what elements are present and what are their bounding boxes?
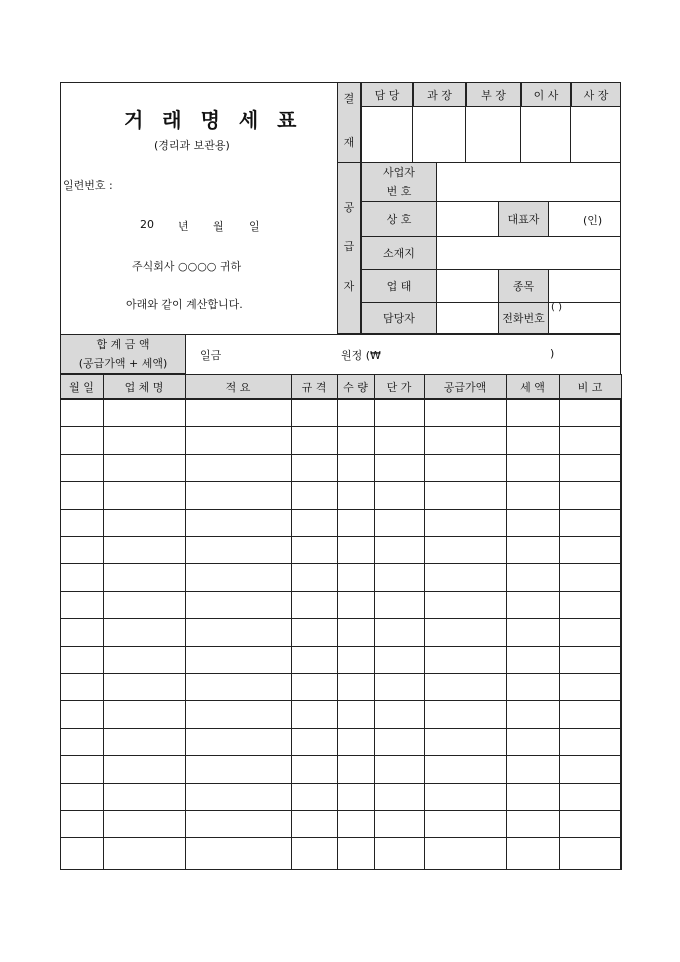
table-cell[interactable]: [291, 646, 338, 674]
table-cell[interactable]: [60, 728, 104, 756]
table-cell[interactable]: [337, 755, 375, 783]
phone-paren: ( ): [551, 302, 562, 313]
table-cell[interactable]: [60, 426, 104, 454]
table-cell[interactable]: [424, 673, 507, 701]
column-header: 규 격: [301, 380, 327, 394]
table-cell[interactable]: [559, 454, 622, 482]
total-amount-prefix: 일금: [200, 349, 222, 362]
table-cell[interactable]: [103, 481, 186, 509]
table-cell[interactable]: [506, 399, 560, 427]
table-cell[interactable]: [103, 536, 186, 564]
approval-role-dept-head: 부 장: [481, 88, 506, 102]
biz-no-label-2: 번 호: [386, 185, 412, 198]
table-cell[interactable]: [424, 700, 507, 728]
form-title: 거 래 명 세 표: [124, 108, 303, 132]
table-cell[interactable]: [559, 481, 622, 509]
table-cell[interactable]: [185, 810, 292, 838]
table-cell[interactable]: [103, 755, 186, 783]
table-cell[interactable]: [60, 646, 104, 674]
table-cell[interactable]: [185, 783, 292, 811]
table-cell[interactable]: [291, 481, 338, 509]
column-header: 단 가: [386, 380, 412, 394]
table-cell[interactable]: [337, 618, 375, 646]
table-cell[interactable]: [559, 536, 622, 564]
table-cell[interactable]: [374, 536, 425, 564]
table-cell[interactable]: [103, 563, 186, 591]
table-cell[interactable]: [424, 618, 507, 646]
table-cell[interactable]: [103, 426, 186, 454]
table-cell[interactable]: [103, 591, 186, 619]
statement-line: 아래와 같이 계산합니다.: [126, 298, 243, 311]
table-cell[interactable]: [506, 837, 560, 870]
table-cell[interactable]: [185, 481, 292, 509]
table-cell[interactable]: [103, 728, 186, 756]
column-header: 비 고: [577, 380, 603, 394]
table-cell[interactable]: [374, 426, 425, 454]
table-cell[interactable]: [60, 481, 104, 509]
table-cell[interactable]: [374, 673, 425, 701]
table-cell[interactable]: [291, 509, 338, 537]
table-cell[interactable]: [559, 673, 622, 701]
date-year-prefix: 20: [140, 218, 154, 231]
column-header: 업 체 명: [124, 380, 164, 394]
table-cell[interactable]: [103, 810, 186, 838]
table-cell[interactable]: [559, 646, 622, 674]
table-cell[interactable]: [374, 481, 425, 509]
approval-role-president: 사 장: [583, 88, 609, 102]
total-amount-won: 원정 (₩: [341, 349, 381, 362]
table-cell[interactable]: [185, 673, 292, 701]
table-cell[interactable]: [103, 646, 186, 674]
table-cell[interactable]: [424, 454, 507, 482]
recipient-line: 주식회사 ○○○○ 귀하: [132, 260, 242, 273]
item-value[interactable]: [548, 269, 621, 303]
table-cell[interactable]: [374, 454, 425, 482]
table-cell[interactable]: [337, 481, 375, 509]
biz-no-label-1: 사업자: [383, 166, 415, 179]
table-cell[interactable]: [374, 646, 425, 674]
table-cell[interactable]: [506, 563, 560, 591]
table-cell[interactable]: [337, 783, 375, 811]
table-cell[interactable]: [185, 563, 292, 591]
table-cell[interactable]: [506, 728, 560, 756]
table-cell[interactable]: [559, 618, 622, 646]
table-cell[interactable]: [185, 728, 292, 756]
table-cell[interactable]: [60, 783, 104, 811]
approval-sign-director[interactable]: [520, 106, 571, 163]
total-label-1: 합 계 금 액: [96, 338, 150, 351]
approval-sign-president[interactable]: [570, 106, 621, 163]
table-cell[interactable]: [506, 426, 560, 454]
total-amount-close: ): [550, 347, 555, 360]
table-cell[interactable]: [424, 728, 507, 756]
approval-sign-staff[interactable]: [361, 106, 413, 163]
approval-side-label-1: 결: [343, 92, 355, 105]
table-cell[interactable]: [103, 673, 186, 701]
company-value[interactable]: [436, 201, 499, 237]
table-cell[interactable]: [291, 810, 338, 838]
table-cell[interactable]: [424, 810, 507, 838]
table-cell[interactable]: [559, 700, 622, 728]
table-cell[interactable]: [374, 618, 425, 646]
supplier-side-label-2: 급: [343, 240, 355, 253]
approval-role-director: 이 사: [533, 88, 559, 102]
table-cell[interactable]: [291, 563, 338, 591]
table-cell[interactable]: [60, 591, 104, 619]
biz-type-label: 업 태: [386, 280, 412, 293]
table-cell[interactable]: [374, 700, 425, 728]
table-cell[interactable]: [60, 673, 104, 701]
table-cell[interactable]: [185, 618, 292, 646]
table-cell[interactable]: [60, 536, 104, 564]
table-cell[interactable]: [374, 728, 425, 756]
rep-label: 대표자: [507, 213, 540, 226]
item-label: 종목: [512, 280, 535, 293]
table-cell[interactable]: [424, 646, 507, 674]
address-value[interactable]: [436, 236, 621, 270]
table-cell[interactable]: [374, 509, 425, 537]
table-cell[interactable]: [559, 837, 622, 870]
table-cell[interactable]: [337, 728, 375, 756]
table-cell[interactable]: [185, 591, 292, 619]
table-cell[interactable]: [506, 783, 560, 811]
seal-mark: (인): [583, 214, 603, 227]
table-cell[interactable]: [185, 509, 292, 537]
table-cell[interactable]: [185, 755, 292, 783]
column-header: 월 일: [69, 380, 94, 394]
phone-label: 전화번호: [502, 312, 545, 325]
table-cell[interactable]: [374, 591, 425, 619]
supplier-side-label-1: 공: [343, 201, 355, 214]
table-cell[interactable]: [291, 618, 338, 646]
table-cell[interactable]: [103, 399, 186, 427]
table-cell[interactable]: [185, 536, 292, 564]
table-cell[interactable]: [185, 646, 292, 674]
table-cell[interactable]: [424, 837, 507, 870]
table-cell[interactable]: [374, 837, 425, 870]
table-cell[interactable]: [103, 783, 186, 811]
table-cell[interactable]: [337, 563, 375, 591]
table-cell[interactable]: [506, 618, 560, 646]
table-cell[interactable]: [559, 563, 622, 591]
table-cell[interactable]: [337, 810, 375, 838]
table-cell[interactable]: [291, 755, 338, 783]
table-cell[interactable]: [185, 426, 292, 454]
date-day-label: 일: [249, 220, 260, 233]
biz-no-value[interactable]: [436, 162, 621, 202]
table-cell[interactable]: [559, 810, 622, 838]
approval-side-label-2: 재: [343, 136, 355, 149]
column-header: 적 요: [225, 380, 251, 394]
table-cell[interactable]: [559, 399, 622, 427]
table-cell[interactable]: [60, 700, 104, 728]
table-cell[interactable]: [506, 591, 560, 619]
address-label: 소재지: [383, 247, 415, 260]
table-cell[interactable]: [506, 646, 560, 674]
biz-type-value[interactable]: [436, 269, 499, 303]
table-cell[interactable]: [506, 673, 560, 701]
table-cell[interactable]: [506, 700, 560, 728]
table-cell[interactable]: [337, 673, 375, 701]
table-cell[interactable]: [60, 755, 104, 783]
table-cell[interactable]: [424, 399, 507, 427]
form-subtitle: (경리과 보관용): [154, 139, 230, 152]
table-cell[interactable]: [337, 426, 375, 454]
table-cell[interactable]: [424, 536, 507, 564]
table-cell[interactable]: [291, 783, 338, 811]
table-cell[interactable]: [337, 700, 375, 728]
approval-sign-dept-head[interactable]: [465, 106, 521, 163]
table-cell[interactable]: [337, 536, 375, 564]
table-cell[interactable]: [60, 810, 104, 838]
table-cell[interactable]: [374, 755, 425, 783]
approval-role-section-chief: 과 장: [427, 88, 452, 102]
table-cell[interactable]: [291, 728, 338, 756]
table-cell[interactable]: [291, 536, 338, 564]
table-cell[interactable]: [291, 673, 338, 701]
table-cell[interactable]: [374, 563, 425, 591]
table-cell[interactable]: [424, 509, 507, 537]
serial-number-label: 일련번호 :: [63, 179, 113, 192]
table-cell[interactable]: [506, 509, 560, 537]
table-cell[interactable]: [185, 700, 292, 728]
column-header: 공급가액: [443, 380, 487, 394]
table-cell[interactable]: [60, 618, 104, 646]
table-cell[interactable]: [291, 591, 338, 619]
company-label: 상 호: [386, 213, 412, 226]
transaction-statement-form: [60, 82, 621, 870]
manager-value[interactable]: [436, 302, 499, 334]
approval-role-staff: 담 당: [374, 88, 400, 102]
table-cell[interactable]: [559, 728, 622, 756]
table-cell[interactable]: [337, 399, 375, 427]
table-cell[interactable]: [337, 646, 375, 674]
table-cell[interactable]: [337, 509, 375, 537]
table-cell[interactable]: [103, 700, 186, 728]
table-cell[interactable]: [559, 426, 622, 454]
approval-sign-section-chief[interactable]: [412, 106, 466, 163]
date-year-label: 년: [178, 220, 189, 233]
table-cell[interactable]: [291, 399, 338, 427]
table-cell[interactable]: [291, 837, 338, 870]
total-label-2: (공급가액 + 세액): [78, 357, 168, 370]
table-cell[interactable]: [374, 399, 425, 427]
table-cell[interactable]: [506, 454, 560, 482]
table-cell[interactable]: [559, 783, 622, 811]
table-cell[interactable]: [185, 399, 292, 427]
table-cell[interactable]: [291, 454, 338, 482]
table-cell[interactable]: [424, 563, 507, 591]
table-cell[interactable]: [424, 591, 507, 619]
table-cell[interactable]: [103, 618, 186, 646]
table-cell[interactable]: [60, 399, 104, 427]
table-cell[interactable]: [60, 509, 104, 537]
table-cell[interactable]: [185, 454, 292, 482]
table-cell[interactable]: [424, 426, 507, 454]
table-cell[interactable]: [506, 481, 560, 509]
table-cell[interactable]: [337, 454, 375, 482]
table-cell[interactable]: [60, 837, 104, 870]
table-cell[interactable]: [374, 810, 425, 838]
table-cell[interactable]: [291, 700, 338, 728]
table-cell[interactable]: [424, 481, 507, 509]
column-header: 수 량: [343, 380, 368, 394]
table-cell[interactable]: [506, 755, 560, 783]
table-cell[interactable]: [60, 454, 104, 482]
table-cell[interactable]: [506, 810, 560, 838]
column-header: 세 액: [520, 380, 545, 394]
table-cell[interactable]: [337, 591, 375, 619]
date-month-label: 월: [213, 220, 224, 233]
table-cell[interactable]: [103, 454, 186, 482]
table-cell[interactable]: [60, 563, 104, 591]
table-cell[interactable]: [506, 536, 560, 564]
table-cell[interactable]: [103, 509, 186, 537]
table-cell[interactable]: [374, 783, 425, 811]
table-cell[interactable]: [559, 755, 622, 783]
manager-label: 담당자: [383, 312, 415, 325]
table-cell[interactable]: [337, 837, 375, 870]
table-cell[interactable]: [103, 837, 186, 870]
table-cell[interactable]: [559, 509, 622, 537]
table-cell[interactable]: [559, 591, 622, 619]
table-cell[interactable]: [291, 426, 338, 454]
table-cell[interactable]: [424, 783, 507, 811]
supplier-side-label-3: 자: [343, 280, 355, 293]
table-cell[interactable]: [185, 837, 292, 870]
table-cell[interactable]: [424, 755, 507, 783]
